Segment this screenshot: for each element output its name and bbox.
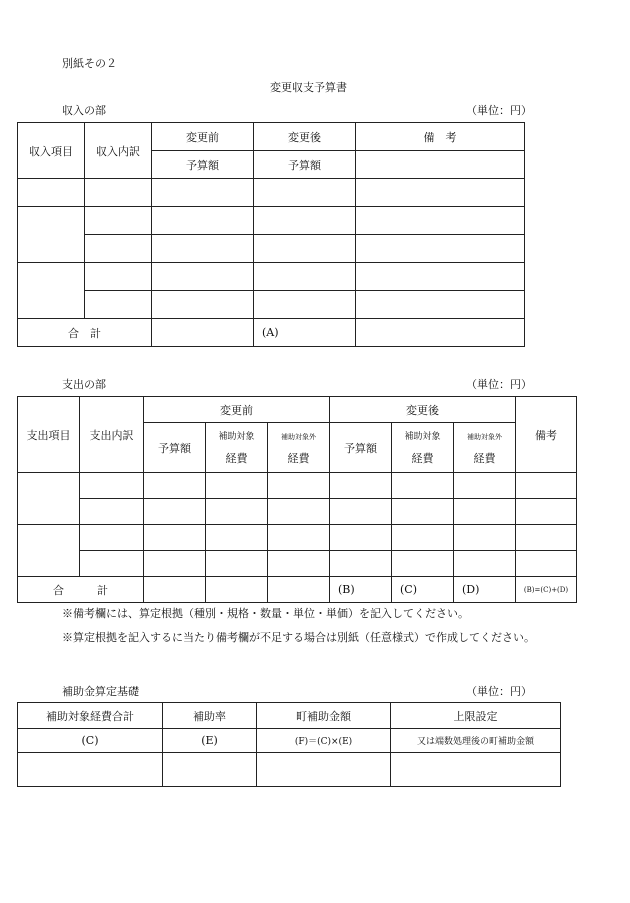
expense-total-marker-b: (B)	[330, 577, 392, 603]
income-cell[interactable]	[356, 207, 525, 235]
expense-cell[interactable]	[206, 473, 268, 499]
income-cell[interactable]	[152, 179, 254, 207]
subsidy-section-label: 補助金算定基礎	[62, 685, 139, 698]
subsidy-table	[17, 702, 561, 787]
subsidy-unit-label: （単位：円）	[466, 685, 532, 698]
expense-cell[interactable]	[330, 473, 392, 499]
income-row	[18, 235, 525, 263]
note-line-2: ※算定根拠を記入するに当たり備考欄が不足する場合は別紙（任意様式）で作成してください。	[62, 631, 535, 644]
eligible-line2: 経費	[225, 451, 248, 465]
income-cell[interactable]	[254, 179, 356, 207]
expense-cell[interactable]	[516, 473, 577, 499]
income-cell[interactable]	[152, 291, 254, 319]
expense-cell[interactable]	[144, 499, 206, 525]
expense-cell[interactable]	[516, 551, 577, 577]
expense-row	[18, 525, 577, 551]
expense-cell[interactable]	[80, 473, 144, 499]
expense-cell[interactable]	[516, 499, 577, 525]
expense-cell[interactable]	[80, 499, 144, 525]
income-remarks-header: 備 考	[356, 123, 525, 151]
income-remarks-subcell[interactable]	[356, 151, 525, 179]
expense-detail-header: 支出内訳	[80, 397, 144, 473]
income-cell[interactable]	[18, 207, 85, 263]
expense-total-cell[interactable]	[206, 577, 268, 603]
expense-cell[interactable]	[454, 551, 516, 577]
subsidy-marker-c: (C)	[18, 729, 163, 753]
income-cell[interactable]	[85, 263, 152, 291]
eligible-line1: 補助対象	[404, 431, 441, 442]
expense-cell[interactable]	[268, 499, 330, 525]
expense-row	[18, 499, 577, 525]
income-budget-before-header: 予算額	[152, 151, 254, 179]
subsidy-total-eligible-header: 補助対象経費合計	[18, 703, 163, 729]
expense-cell[interactable]	[206, 499, 268, 525]
income-cell[interactable]	[152, 263, 254, 291]
subsidy-rate-input[interactable]	[163, 753, 257, 787]
expense-cell[interactable]	[330, 525, 392, 551]
expense-cell[interactable]	[268, 473, 330, 499]
expense-before-budget-header: 予算額	[144, 423, 206, 473]
ineligible-line2: 経費	[287, 451, 310, 465]
income-row	[18, 263, 525, 291]
income-cell[interactable]	[356, 291, 525, 319]
expense-row	[18, 473, 577, 499]
subsidy-town-amount-input[interactable]	[257, 753, 391, 787]
income-cell[interactable]	[254, 235, 356, 263]
income-detail-header: 収入内訳	[85, 123, 152, 179]
expense-total-marker-c: (C)	[392, 577, 454, 603]
income-cell[interactable]	[85, 207, 152, 235]
note-line-1: ※備考欄には、算定根拠（種別・規格・数量・単位・単価）を記入してください。	[62, 607, 469, 620]
income-total-marker-a: (A)	[254, 319, 356, 347]
income-before-header: 変更前	[152, 123, 254, 151]
expense-after-budget-header: 予算額	[330, 423, 392, 473]
expense-total-marker-d: (D)	[454, 577, 516, 603]
eligible-line2: 経費	[411, 451, 434, 465]
income-cell[interactable]	[85, 291, 152, 319]
income-cell[interactable]	[356, 263, 525, 291]
expense-cell[interactable]	[392, 525, 454, 551]
appendix-label: 別紙その２	[62, 57, 117, 70]
expense-unit-label: （単位：円）	[466, 378, 532, 391]
expense-total-cell[interactable]	[144, 577, 206, 603]
income-item-header: 収入項目	[18, 123, 85, 179]
income-row	[18, 291, 525, 319]
expense-cell[interactable]	[206, 525, 268, 551]
expense-cell[interactable]	[268, 551, 330, 577]
expense-cell[interactable]	[18, 525, 80, 577]
subsidy-marker-e: (E)	[163, 729, 257, 753]
income-total-row	[18, 319, 525, 347]
income-cell[interactable]	[356, 235, 525, 263]
expense-cell[interactable]	[18, 473, 80, 525]
ineligible-line2: 経費	[473, 451, 496, 465]
income-total-remarks-cell[interactable]	[356, 319, 525, 347]
ineligible-line1: 補助対象外	[467, 432, 503, 441]
expense-cell[interactable]	[454, 499, 516, 525]
expense-cell[interactable]	[206, 551, 268, 577]
income-cell[interactable]	[152, 235, 254, 263]
expense-before-ineligible-header	[268, 423, 330, 473]
expense-table	[17, 396, 577, 603]
income-cell[interactable]	[356, 179, 525, 207]
expense-cell[interactable]	[330, 551, 392, 577]
expense-item-header: 支出項目	[18, 397, 80, 473]
subsidy-rate-header: 補助率	[163, 703, 257, 729]
expense-total-label: 合 計	[18, 577, 144, 603]
expense-cell[interactable]	[392, 551, 454, 577]
income-section-label: 収入の部	[62, 104, 106, 117]
income-cell[interactable]	[254, 291, 356, 319]
subsidy-input-row	[18, 753, 561, 787]
expense-cell[interactable]	[144, 551, 206, 577]
income-row	[18, 179, 525, 207]
expense-row	[18, 551, 577, 577]
income-total-before-cell[interactable]	[152, 319, 254, 347]
income-cell[interactable]	[85, 235, 152, 263]
expense-total-cell[interactable]	[268, 577, 330, 603]
subsidy-total-eligible-input[interactable]	[18, 753, 163, 787]
income-total-label: 合 計	[18, 319, 152, 347]
expense-cell[interactable]	[454, 525, 516, 551]
expense-cell[interactable]	[330, 499, 392, 525]
income-cell[interactable]	[85, 179, 152, 207]
income-cell[interactable]	[254, 263, 356, 291]
expense-cell[interactable]	[516, 525, 577, 551]
expense-cell[interactable]	[144, 473, 206, 499]
document-title: 変更収支予算書	[270, 81, 347, 94]
income-row	[18, 207, 525, 235]
income-after-header: 変更後	[254, 123, 356, 151]
expense-section-label: 支出の部	[62, 378, 106, 391]
subsidy-town-formula: (F)＝(C)×(E)	[257, 729, 391, 753]
expense-before-header: 変更前	[144, 397, 330, 423]
income-cell[interactable]	[152, 207, 254, 235]
income-cell[interactable]	[18, 263, 85, 319]
income-cell[interactable]	[18, 179, 85, 207]
expense-cell[interactable]	[454, 473, 516, 499]
expense-cell[interactable]	[392, 473, 454, 499]
subsidy-cap-note: 又は端数処理後の町補助金額	[391, 729, 561, 753]
expense-cell[interactable]	[80, 525, 144, 551]
expense-after-ineligible-header	[454, 423, 516, 473]
expense-after-header: 変更後	[330, 397, 516, 423]
income-unit-label: （単位：円）	[466, 104, 532, 117]
eligible-line1: 補助対象	[218, 431, 255, 442]
income-table	[17, 122, 525, 347]
expense-cell[interactable]	[392, 499, 454, 525]
expense-remarks-header: 備考	[516, 397, 577, 473]
income-cell[interactable]	[254, 207, 356, 235]
expense-total-row	[18, 577, 577, 603]
expense-before-eligible-header	[206, 423, 268, 473]
subsidy-cap-input[interactable]	[391, 753, 561, 787]
expense-cell[interactable]	[144, 525, 206, 551]
expense-cell[interactable]	[80, 551, 144, 577]
expense-total-formula: (B)=(C)+(D)	[516, 577, 577, 603]
subsidy-town-amount-header: 町補助金額	[257, 703, 391, 729]
subsidy-cap-header: 上限設定	[391, 703, 561, 729]
ineligible-line1: 補助対象外	[281, 432, 316, 441]
expense-cell[interactable]	[268, 525, 330, 551]
income-budget-after-header: 予算額	[254, 151, 356, 179]
expense-after-eligible-header	[392, 423, 454, 473]
